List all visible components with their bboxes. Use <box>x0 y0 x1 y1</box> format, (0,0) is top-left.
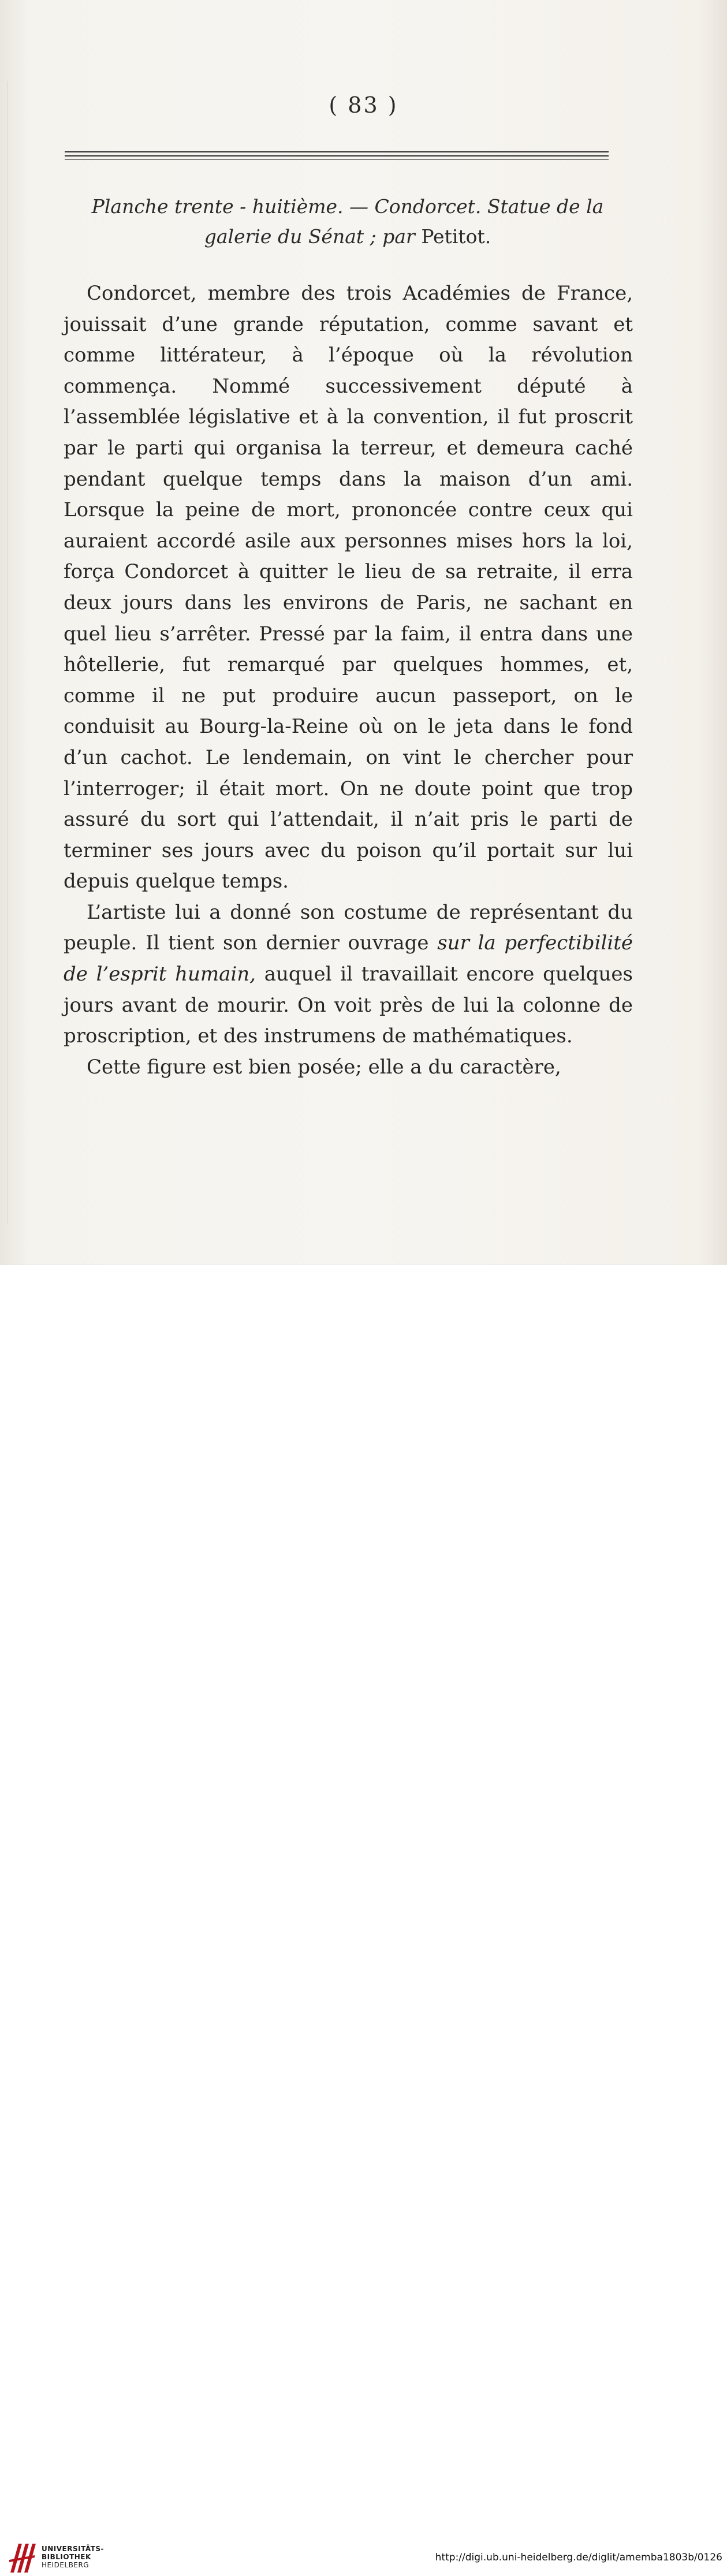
artist-name: Petitot. <box>421 225 491 248</box>
heading-line-1: Planche trente - huitième. — Condorcet. Statue de la <box>91 195 604 218</box>
page-number: ( 83 ) <box>329 92 398 118</box>
scanned-page <box>0 0 727 1265</box>
body-text <box>64 278 633 1083</box>
library-name-line: UNIVERSITÄTS- <box>42 2545 105 2553</box>
paragraph-2 <box>64 897 633 1052</box>
university-library-logo-icon <box>7 2540 37 2576</box>
heading-line-2-italic: galerie du Sénat ; par <box>204 225 422 248</box>
footer-bar <box>0 1265 727 2569</box>
heading-line-2 <box>65 222 631 252</box>
library-name-line: HEIDELBERG <box>42 2561 90 2569</box>
header-rule <box>65 155 609 156</box>
paragraph-2-text-a: L’artiste lui a donné son costume de représentant du peuple. Il tient son dernier ouvrage <box>64 900 633 955</box>
page-edge-shadow <box>7 81 8 1224</box>
library-name <box>42 2545 104 2569</box>
header-rule <box>65 151 609 152</box>
plate-heading <box>65 192 631 252</box>
source-url-link[interactable]: http://digi.ub.uni-heidelberg.de/diglit/amemba1803b/0126 <box>435 2552 722 2563</box>
paragraph-1: Condorcet, membre des trois Académies de France, jouissait d’une grande réputation, comme savant et comme littérateur, à l’époque où la révolution commença. Nommé successivement député à l’assemblée législative et à la convention, il fut proscrit par le parti qui organisa la terreur, et demeura caché pendant quelque temps dans la maison d’un ami. Lorsque la peine de mort, prononcée contre ceux qui auraient accordé asile aux personnes mises hors la loi, força Condorcet à quitter le lieu de sa retraite, il erra deux jours dans les environs de Paris, ne sachant en quel lieu s’arrêter. Pressé par la faim, il entra dans une hôtellerie, fut remarqué par quelques hommes, et, comme il ne put produire aucun passeport, on le conduisit au Bourg-la-Reine où on le jeta dans le fond d’un cachot. Le lendemain, on vint le chercher pour l’interroger; il était mort. On ne doute point que trop assuré du sort qui l’attendait, il n’ait pris le parti de terminer ses jours avec du poison qu’il portait sur lui depuis quelque temps. <box>64 282 633 893</box>
header-rule <box>65 159 609 160</box>
paragraph-2-italic-title: sur la perfectibilité de l’esprit humain, <box>64 931 633 986</box>
paragraph-2-text-b: auquel il travaillait encore quelques jours avant de mourir. On voit près de lui la colonne de proscription, et des instrumens de mathématiques. <box>64 963 633 1048</box>
paragraph-3: Cette figure est bien posée; elle a du caractère, <box>87 1055 561 1079</box>
library-name-line: BIBLIOTHEK <box>42 2553 91 2561</box>
